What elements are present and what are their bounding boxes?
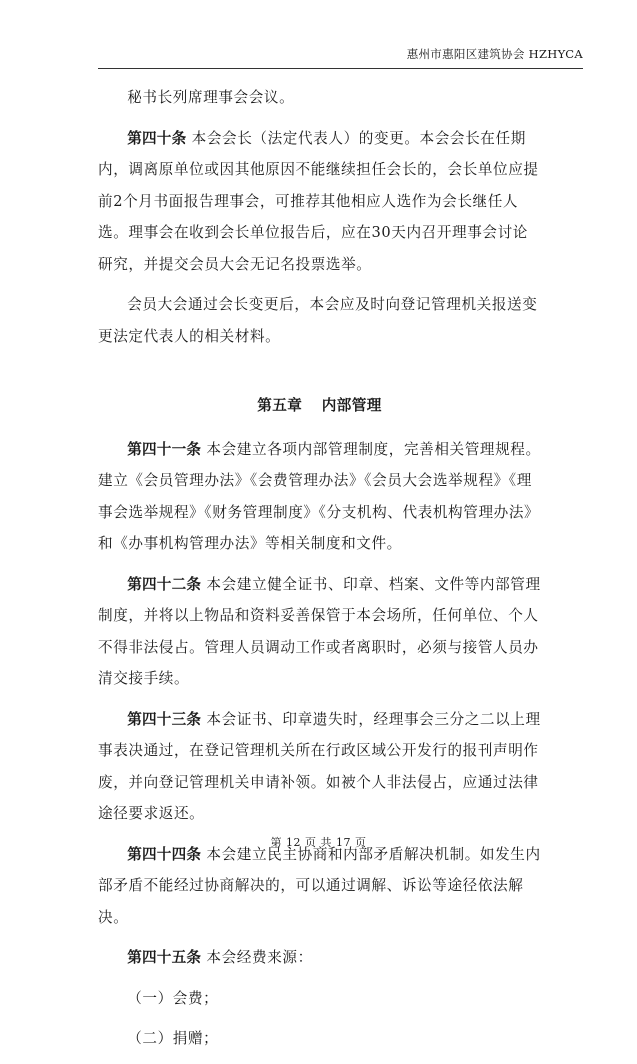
article-40 [98, 123, 541, 281]
article-41-label: 第四十一条 [127, 440, 202, 458]
article-40-text: 本会会长（法定代表人）的变更。本会会长在任期内，调离原单位或因其他原因不能继续担任会长的，会长单位应提前2个月书面报告理事会，可推荐其他相应人选作为会长继任人选。理事会在收到会长单位报告后，应在30天内召开理事会讨论研究，并提交会员大会无记名投票选举。 [98, 129, 539, 273]
chapter-heading [98, 390, 541, 422]
list-item: （一）会费； [127, 989, 219, 1007]
article-43 [98, 704, 541, 830]
article-45-text: 本会经费来源： [206, 949, 313, 966]
article-44-text: 本会建立民主协商和内部矛盾解决机制。如发生内部矛盾不能经过协商解决的，可以通过调解、诉讼等途径依法解决。 [98, 845, 541, 926]
article-40-label: 第四十条 [127, 129, 187, 147]
article-43-text: 本会证书、印章遗失时，经理事会三分之二以上理事表决通过，在登记管理机关所在行政区域公开发行的报刊声明作废，并向登记管理机关申请补领。如被个人非法侵占，应通过法律途径要求返还。 [98, 710, 541, 822]
article-45-label: 第四十五条 [127, 949, 202, 966]
article-43-label: 第四十三条 [127, 710, 202, 728]
article-42-label: 第四十二条 [127, 575, 202, 593]
article-40-paragraph-2: 会员大会通过会长变更后，本会应及时向登记管理机关报送变更法定代表人的相关材料。 [98, 296, 538, 345]
page-footer: 第 12 页 共 17 页 [270, 836, 367, 849]
chapter-title: 内部管理 [321, 397, 382, 414]
page-header: 惠州市惠阳区建筑协会 HZHYCA [98, 46, 583, 69]
article-44 [98, 839, 541, 934]
article-41-text: 本会建立各项内部管理制度，完善相关管理规程。建立《会员管理办法》《会费管理办法》《会员大会选举规程》《理事会选举规程》《财务管理制度》《分支机构、代表机构管理办法》和《办事机构管理办法》等相关制度和文件。 [98, 440, 541, 552]
continuation-paragraph: 秘书长列席理事会会议。 [127, 89, 295, 106]
article-42 [98, 569, 541, 695]
article-41 [98, 434, 541, 560]
document-body [98, 82, 541, 1064]
list-item: （二）捐赠； [127, 1030, 219, 1047]
article-45 [98, 942, 541, 974]
article-42-text: 本会建立健全证书、印章、档案、文件等内部管理制度，并将以上物品和资料妥善保管于本会场所，任何单位、个人不得非法侵占。管理人员调动工作或者离职时，必须与接管人员办清交接手续。 [98, 575, 541, 687]
chapter-number: 第五章 [257, 397, 303, 414]
article-44-label: 第四十四条 [127, 845, 202, 863]
